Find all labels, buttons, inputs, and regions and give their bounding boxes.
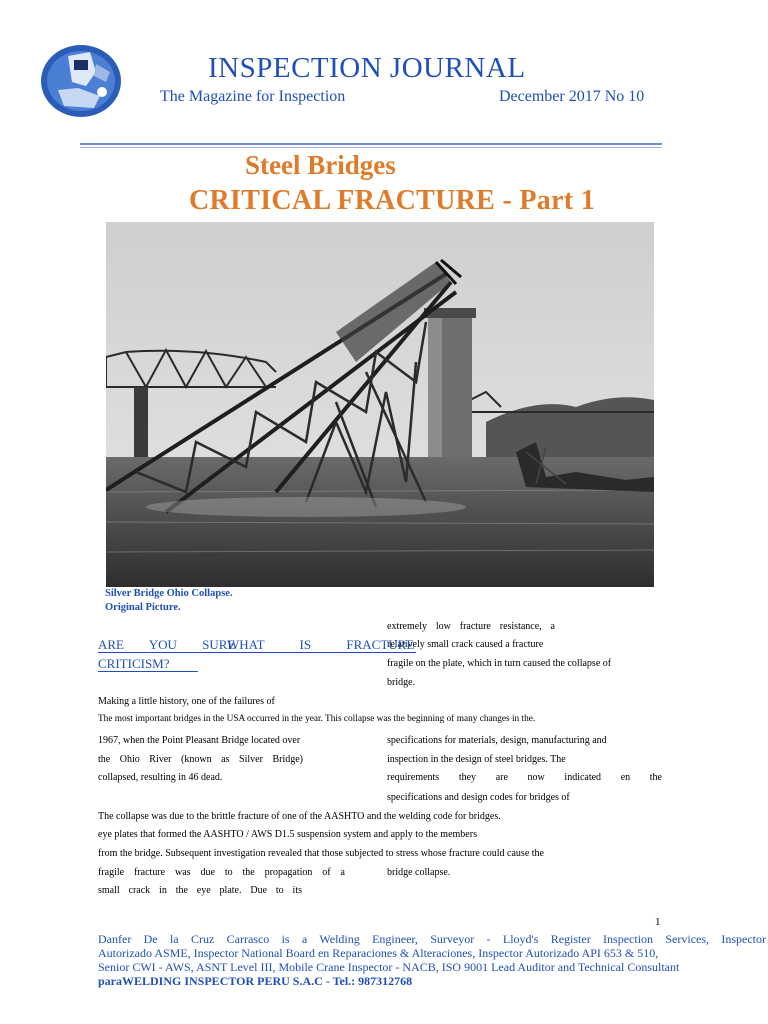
right-col-line: relatively small crack caused a fracture (387, 639, 544, 650)
question-underline (98, 671, 198, 672)
section-question-2 (227, 637, 417, 653)
bridge-collapse-photo (106, 222, 654, 587)
photo-caption-line2: Original Picture. (105, 602, 181, 613)
body-text: The most important bridges in the USA occurred in the year. This collapse was the beginning of many changes in the. (98, 714, 536, 724)
left-col-line: fragile fracture was due to the propagation of a (98, 867, 345, 878)
right-col-line: extremely low fracture resistance, a (387, 621, 555, 632)
footer-line: Danfer De la Cruz Carrasco is a Welding Engineer, Surveyor - Lloyd's Register Inspection Services, Inspector (98, 932, 766, 946)
section-question-3: CRITICISM? (98, 656, 170, 671)
right-col-line: bridge. (387, 677, 416, 688)
left-col-line: collapsed, resulting in 46 dead. (98, 772, 223, 783)
footer-line: Autorizado ASME, Inspector National Board en Reparaciones & Alteraciones, Inspector Autorizado API 653 & 510, (98, 946, 659, 960)
question-text: WHAT IS FRACTURE (227, 637, 415, 652)
right-col-line: specifications and design codes for bridges of (387, 792, 570, 803)
journal-subtitle: The Magazine for Inspection (160, 88, 346, 105)
right-col-line: inspection in the design of steel bridges. The (387, 754, 566, 765)
footer-line: Senior CWI - AWS, ASNT Level III, Mobile Crane Inspector - NACB, ISO 9001 Lead Auditor and Technical Consultant (98, 960, 680, 974)
page-number: 1 (655, 916, 661, 928)
left-col-line: the Ohio River (known as Silver Bridge) (98, 754, 303, 765)
left-col-line: 1967, when the Point Pleasant Bridge located over (98, 735, 301, 746)
photo-caption-line1: Silver Bridge Ohio Collapse. (105, 588, 233, 599)
left-col-line: small crack in the eye plate. Due to its (98, 885, 302, 896)
right-col-line: requirements they are now indicated en the (387, 772, 662, 783)
article-title: Steel Bridges (245, 150, 396, 180)
header-divider (80, 143, 662, 145)
body-text: The collapse was due to the brittle fracture of one of the AASHTO and the welding code for bridges. (98, 811, 501, 822)
journal-title: INSPECTION JOURNAL (208, 52, 526, 84)
body-text: Making a little history, one of the failures of (98, 696, 275, 707)
right-col-line: specifications for materials, design, manufacturing and (387, 735, 607, 746)
body-text: eye plates that formed the AASHTO / AWS D1.5 suspension system and apply to the members (98, 829, 477, 840)
header-divider-thin (80, 147, 662, 148)
right-col-line: fragile on the plate, which in turn caused the collapse of (387, 658, 612, 669)
question-underline (98, 652, 416, 653)
article-subtitle: CRITICAL FRACTURE - Part 1 (189, 185, 596, 216)
right-col-line: bridge collapse. (387, 867, 451, 878)
journal-logo (38, 42, 124, 120)
question-text: ARE YOU SURE (98, 637, 236, 652)
body-text: from the bridge. Subsequent investigation revealed that those subjected to stress whose fracture could cause the (98, 848, 544, 859)
footer-contact: paraWELDING INSPECTOR PERU S.A.C - Tel.: 987312768 (98, 974, 413, 988)
issue-date: December 2017 No 10 (499, 88, 645, 105)
